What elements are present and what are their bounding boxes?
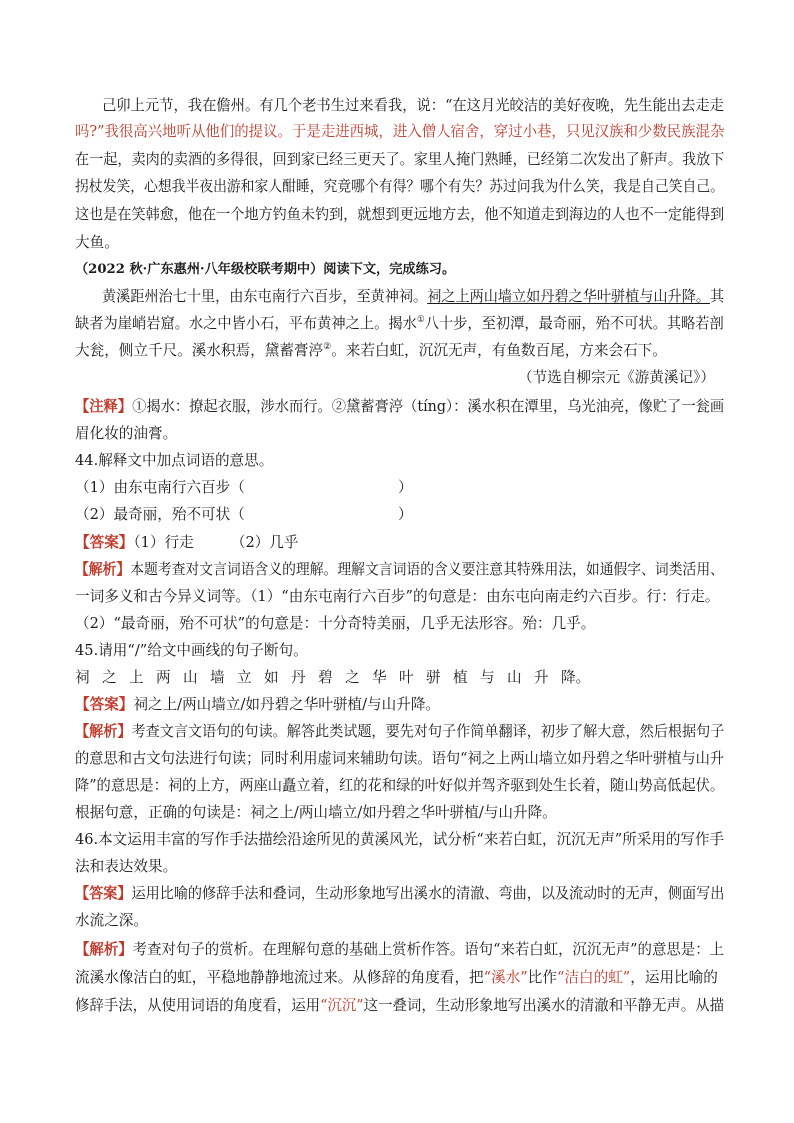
- answer-text: 祠之上/两山墙立/如丹碧之华叶骈植/与山升降。: [133, 696, 441, 713]
- intro-line: [75, 122, 724, 142]
- bracket-close: ）: [398, 479, 413, 496]
- notes-text: ①揭水：撩起衣服，涉水而行。②黛蓄膏渟（tíng）：溪水积在潭里，乌光油亮，像贮了一瓮画: [132, 398, 725, 415]
- question-46-title: [75, 857, 177, 877]
- answer-text: 运用比喻的修辞手法和叠词，生动形象地写出溪水的清澈、弯曲，以及流动时的无声，侧面写出: [131, 885, 725, 902]
- notes-line: [75, 397, 724, 417]
- intro-line: [75, 177, 724, 197]
- section-header: [75, 260, 455, 280]
- question-45-title: [75, 641, 308, 661]
- analysis-label: 【解析】: [75, 941, 133, 958]
- intro-line: [75, 205, 724, 225]
- question-item-text: （1）由东屯南行六百步（: [75, 479, 245, 496]
- sentence-char: 骈: [426, 669, 441, 686]
- answer-label: 【答案】: [75, 534, 134, 551]
- intro-text: 大鱼。: [75, 234, 119, 251]
- answer-blank-close: [398, 478, 413, 498]
- passage-source: [518, 368, 715, 388]
- sentence-char: 华: [372, 669, 387, 686]
- analysis-text: 降”的意思是：祠的上方，两座山矗立着，红的花和绿的叶好似并驾齐驱到处生长着，随山势高低起伏。: [75, 777, 725, 794]
- sentence-char: 山: [183, 669, 198, 686]
- sentence-char: 碧: [318, 669, 333, 686]
- analysis-line: [75, 968, 718, 988]
- section-header-text: （2022 秋·广东惠州·八年级校联考期中）阅读下文，完成练习。: [75, 262, 456, 277]
- sentence-char: 墙: [210, 669, 225, 686]
- intro-line: [75, 150, 724, 170]
- question-46-title: [75, 830, 724, 850]
- sentence-char: 立: [237, 669, 252, 686]
- passage-line: [102, 287, 724, 307]
- passage-text: 大瓮，侧立千尺。溪水积焉，黛蓄膏渟: [75, 342, 324, 359]
- passage-text: 其: [709, 288, 725, 305]
- sentence-char: 之: [345, 669, 360, 686]
- sentence-char: 山: [507, 669, 522, 686]
- analysis-text: 比作: [527, 969, 557, 986]
- question-text: 45.请用“/”给文中画线的句子断句。: [75, 642, 308, 659]
- sentence-char: 上: [129, 669, 144, 686]
- intro-text: 吗?”我很高兴地听从他们的提议。于是走进西城，进入僧人宿舍，穿过小巷，只见汉族和少数民族混杂: [75, 123, 725, 140]
- sentence-to-punctuate: [75, 668, 591, 688]
- analysis-line: [75, 722, 724, 742]
- question-text: 44.解释文中加点词语的意思。: [75, 452, 274, 469]
- analysis-line: [75, 587, 719, 607]
- intro-text: 在一起，卖肉的卖酒的多得很，回到家已经三更天了。家里人掩门熟睡，已经第二次发出了鼾声。我放下: [75, 151, 725, 168]
- passage-text: 八十步，至初潭，最奇丽，殆不可状。其略若剖: [424, 315, 724, 332]
- intro-text: 这也是在笑韩愈，他在一个地方钓鱼未钓到，就想到更远地方去，他不知道走到海边的人也不一定能得到: [75, 206, 725, 223]
- analysis-line: [75, 940, 724, 960]
- sentence-char: 升: [534, 669, 549, 686]
- analysis-text: 本题考查对文言词语含义的理解。理解文言词语的含义要注意其特殊用法，如通假字、词类活用、: [130, 561, 724, 578]
- question-item-text: （2）最奇丽，殆不可状（: [75, 506, 245, 523]
- answer-line: [75, 533, 299, 553]
- analysis-line: [75, 776, 724, 796]
- intro-line: [102, 96, 724, 116]
- underlined-sentence: 祠之上两山墙立如丹碧之华叶骈植与山升降。: [427, 288, 710, 305]
- answer-label: 【答案】: [75, 885, 132, 902]
- question-44-item: [75, 478, 245, 498]
- answer-line: [75, 884, 724, 904]
- answer-text: （1）行走 （2）几乎: [133, 534, 299, 551]
- source-text: （节选自柳宗元《游黄溪记》）: [517, 369, 715, 386]
- analysis-text: 考查对句子的赏析。在理解句意的基础上赏析作答。语句“来若白虹，沉沉无声”的意思是：上: [132, 941, 725, 958]
- bracket-close: ）: [398, 506, 413, 523]
- analysis-text: 流溪水像洁白的虹，平稳地静静地流过来。从修辞的角度看，把: [75, 969, 484, 986]
- sentence-char: 如: [264, 669, 279, 686]
- quoted-term: “溪水”: [483, 969, 528, 986]
- sentence-char: 与: [480, 669, 495, 686]
- quoted-term: “洁白的虹”: [556, 969, 631, 986]
- analysis-text: 根据句意，正确的句读是：祠之上/两山墙立/如丹碧之华叶骈植/与山升降。: [75, 804, 557, 821]
- analysis-line: [75, 996, 724, 1016]
- analysis-text: 一词多义和古今异义词等。（1）“由东屯南行六百步”的句意是：由东屯向南走约六百步。行：行走。: [75, 588, 720, 605]
- footnote-marker: ②: [323, 342, 332, 353]
- passage-text: 黄溪距州治七十里，由东屯南行六百步，至黄神祠。: [102, 288, 428, 305]
- passage-line: [75, 314, 724, 334]
- footnote-marker: ①: [416, 315, 425, 326]
- passage-text: 缺者为崖峭岩窟。水之中皆小石，平布黄神之上。揭水: [75, 315, 417, 332]
- analysis-text: （2）“最奇丽，殆不可状”的句意是：十分奇特美丽，几乎无法形容。殆：几乎。: [75, 615, 596, 632]
- analysis-text: 考查文言文语句的句读。解答此类试题，要先对句子作简单翻译，初步了解大意，然后根据句子: [131, 723, 725, 740]
- notes-line: [75, 424, 177, 444]
- sentence-char: 祠: [75, 669, 90, 686]
- answer-text: 水流之深。: [75, 912, 148, 929]
- analysis-text: ，运用比喻的: [630, 969, 718, 986]
- question-text: 46.本文运用丰富的写作手法描绘沿途所见的黄溪风光，试分析“来若白虹，沉沉无声”所采用的写作手: [75, 831, 725, 848]
- answer-label: 【答案】: [75, 696, 134, 713]
- analysis-line: [75, 560, 724, 580]
- answer-line: [75, 911, 148, 931]
- analysis-text: 这一叠词，生动形象地写出溪水的清澈和平静无声。从描: [363, 997, 725, 1014]
- analysis-line: [75, 749, 724, 769]
- passage-text: 。来若白虹，沉沉无声，有鱼数百尾，方来会石下。: [331, 342, 667, 359]
- sentence-char: 降。: [561, 669, 591, 686]
- analysis-label: 【解析】: [75, 723, 132, 740]
- answer-line: [75, 695, 440, 715]
- answer-blank-close: [398, 505, 413, 525]
- quoted-term: “沉沉”: [320, 997, 364, 1014]
- sentence-char: 之: [102, 669, 117, 686]
- analysis-line: [75, 614, 595, 634]
- sentence-char: 两: [156, 669, 171, 686]
- sentence-char: 丹: [291, 669, 306, 686]
- analysis-label: 【解析】: [75, 561, 131, 578]
- notes-text: 眉化妆的油膏。: [75, 425, 178, 442]
- question-44-title: [75, 451, 273, 471]
- sentence-char: 植: [453, 669, 468, 686]
- notes-label: 【注释】: [75, 398, 133, 415]
- question-text: 法和表达效果。: [75, 858, 178, 875]
- analysis-text: 的意思和古文句法进行句读；同时利用虚词来辅助句读。语句“祠之上两山墙立如丹碧之华叶骈植与山升: [75, 750, 725, 767]
- intro-text: 拐杖发笑，心想我半夜出游和家人酣睡，究竟哪个有得？哪个有失？苏过问我为什么笑，我是自己笑自己。: [75, 178, 724, 195]
- intro-line: [75, 233, 119, 253]
- analysis-text: 修辞手法，从使用词语的角度看，运用: [75, 997, 321, 1014]
- passage-line: [75, 341, 667, 361]
- intro-text: 己卯上元节，我在儋州。有几个老书生过来看我，说：“在这月光皎洁的美好夜晚，先生能出去走走: [102, 97, 724, 114]
- question-44-item: [75, 505, 245, 525]
- sentence-char: 叶: [399, 669, 414, 686]
- analysis-line: [75, 803, 557, 823]
